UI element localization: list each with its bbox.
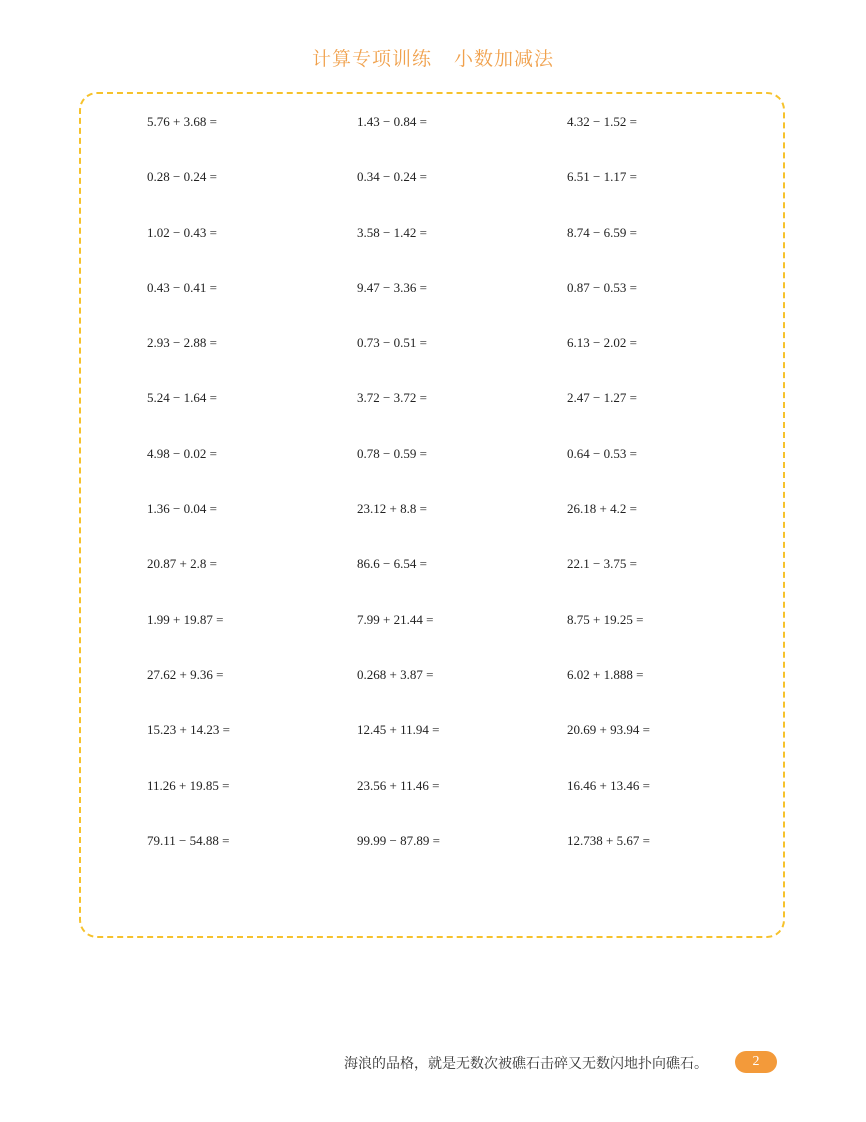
problem: 7.99 + 21.44 = bbox=[357, 611, 434, 627]
problem: 9.47 − 3.36 = bbox=[357, 279, 427, 295]
problem: 0.43 − 0.41 = bbox=[147, 279, 217, 295]
problem: 15.23 + 14.23 = bbox=[147, 722, 230, 738]
problem: 27.62 + 9.36 = bbox=[147, 666, 224, 682]
problem: 99.99 − 87.89 = bbox=[357, 832, 440, 848]
problem: 11.26 + 19.85 = bbox=[147, 777, 230, 793]
problem: 6.02 + 1.888 = bbox=[567, 666, 644, 682]
problem: 6.13 − 2.02 = bbox=[567, 335, 637, 351]
problem: 5.76 + 3.68 = bbox=[147, 114, 217, 129]
problem: 8.74 − 6.59 = bbox=[567, 224, 637, 240]
problem: 79.11 − 54.88 = bbox=[147, 832, 230, 848]
problem: 0.87 − 0.53 = bbox=[567, 279, 637, 295]
problem: 4.32 − 1.52 = bbox=[567, 114, 637, 129]
page-number-badge: 2 bbox=[735, 1051, 777, 1073]
problem: 8.75 + 19.25 = bbox=[567, 611, 644, 627]
problem: 12.45 + 11.94 = bbox=[357, 722, 440, 738]
title-main: 计算专项训练 bbox=[311, 48, 432, 70]
footer-quote: 海浪的品格，就是无数次被礁石击碎又无数闪地扑向礁石。 bbox=[344, 1056, 708, 1072]
problem: 4.98 − 0.02 = bbox=[147, 445, 217, 461]
problem: 2.93 − 2.88 = bbox=[147, 335, 217, 351]
problem: 0.268 + 3.87 = bbox=[357, 666, 434, 682]
title-sub: 小数加减法 bbox=[454, 48, 555, 70]
problem: 86.6 − 6.54 = bbox=[357, 556, 427, 572]
problem: 20.69 + 93.94 = bbox=[567, 722, 650, 738]
problem: 0.73 − 0.51 = bbox=[357, 335, 427, 351]
problem: 6.51 − 1.17 = bbox=[567, 169, 637, 185]
problem: 23.56 + 11.46 = bbox=[357, 777, 440, 793]
problem: 3.72 − 3.72 = bbox=[357, 390, 427, 406]
problem: 1.02 − 0.43 = bbox=[147, 224, 217, 240]
problem: 12.738 + 5.67 = bbox=[567, 832, 650, 848]
problem: 3.58 − 1.42 = bbox=[357, 224, 427, 240]
problem: 1.99 + 19.87 = bbox=[147, 611, 224, 627]
problem: 1.36 − 0.04 = bbox=[147, 501, 217, 517]
problem: 5.24 − 1.64 = bbox=[147, 390, 217, 406]
problem: 23.12 + 8.8 = bbox=[357, 501, 427, 517]
problem: 0.64 − 0.53 = bbox=[567, 445, 637, 461]
problem: 2.47 − 1.27 = bbox=[567, 390, 637, 406]
problem: 22.1 − 3.75 = bbox=[567, 556, 637, 572]
problem: 0.78 − 0.59 = bbox=[357, 445, 427, 461]
problem: 26.18 + 4.2 = bbox=[567, 501, 637, 517]
page-title bbox=[0, 44, 866, 71]
problem: 0.28 − 0.24 = bbox=[147, 169, 217, 185]
problem-grid bbox=[147, 111, 767, 885]
problem: 1.43 − 0.84 = bbox=[357, 114, 427, 129]
problem: 20.87 + 2.8 = bbox=[147, 556, 217, 572]
problem: 0.34 − 0.24 = bbox=[357, 169, 427, 185]
problem: 16.46 + 13.46 = bbox=[567, 777, 650, 793]
